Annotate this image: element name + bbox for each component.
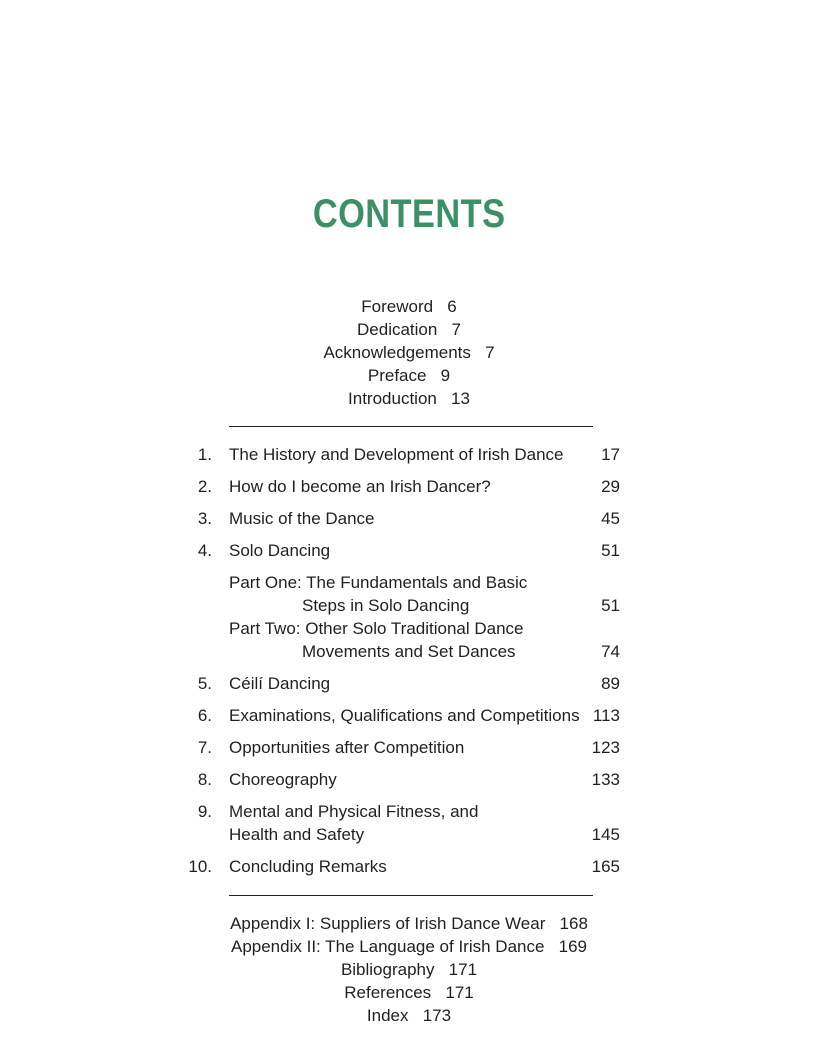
chapter-page: 113: [592, 706, 620, 725]
chapter-page: 29: [601, 477, 620, 496]
divider-bottom: [229, 895, 593, 896]
entry-label: Bibliography: [340, 960, 435, 979]
chapter-number: 6.: [197, 706, 212, 725]
chapter-page: 133: [591, 770, 620, 789]
chapter-page: 165: [591, 857, 620, 876]
chapter-page: 89: [601, 674, 620, 693]
page-title: CONTENTS: [312, 192, 506, 236]
chapter-number: 3.: [197, 509, 212, 528]
chapter-page: 17: [601, 445, 620, 464]
subentry-line1: Part One: The Fundamentals and Basic: [229, 573, 528, 592]
toc-entry-acknowledgements[interactable]: [0, 341, 818, 364]
chapter-number: 7.: [197, 738, 212, 757]
chapter-title: Music of the Dance: [229, 509, 375, 528]
subentry-page: 74: [601, 642, 620, 661]
chapter-page: 145: [591, 825, 620, 844]
entry-label: Acknowledgements: [323, 343, 471, 362]
chapter-title: How do I become an Irish Dancer?: [229, 477, 491, 496]
chapter-title: Céilí Dancing: [229, 674, 331, 693]
toc-entry-index[interactable]: [0, 1004, 818, 1027]
entry-page: 169: [558, 937, 587, 956]
chapter-number: 1.: [197, 445, 212, 464]
entry-page: 171: [448, 960, 478, 979]
toc-entry-bibliography[interactable]: [0, 958, 818, 981]
chapter-number: 10.: [188, 857, 212, 876]
entry-page: 171: [445, 983, 474, 1002]
chapter-page: 45: [601, 509, 620, 528]
divider-top: [229, 426, 593, 427]
chapter-title: Concluding Remarks: [229, 857, 387, 876]
chapter-title: Examinations, Qualifications and Competitions: [229, 706, 580, 725]
toc-entry-appendix-2[interactable]: [0, 935, 818, 958]
chapter-number: 2.: [197, 477, 212, 496]
entry-label: Index: [366, 1006, 409, 1025]
chapter-title: Choreography: [229, 770, 337, 789]
entry-label: References: [344, 983, 432, 1002]
toc-entry-references[interactable]: [0, 981, 818, 1004]
toc-entry-introduction[interactable]: [0, 387, 818, 410]
entry-page: 9: [440, 366, 451, 385]
chapter-title: Opportunities after Competition: [229, 738, 465, 757]
entry-label: Appendix I: Suppliers of Irish Dance Wear: [230, 914, 546, 933]
entry-page: 7: [485, 343, 495, 362]
entry-label: Preface: [367, 366, 427, 385]
chapter-number: 4.: [197, 541, 212, 560]
entry-page: 168: [559, 914, 588, 933]
chapter-number: 5.: [197, 674, 212, 693]
toc-entry-appendix-1[interactable]: [0, 912, 818, 935]
entry-label: Dedication: [357, 320, 438, 339]
toc-entry-dedication[interactable]: [0, 318, 818, 341]
subentry-line2: Steps in Solo Dancing: [302, 596, 470, 615]
chapter-title-line1: Mental and Physical Fitness, and: [229, 802, 479, 821]
entry-label: Appendix II: The Language of Irish Dance: [230, 937, 545, 956]
entry-label: Foreword: [361, 297, 434, 316]
chapter-title-line2: Health and Safety: [229, 825, 365, 844]
subentry-line1: Part Two: Other Solo Traditional Dance: [229, 619, 524, 638]
toc-entry-preface[interactable]: [0, 364, 818, 387]
chapter-title: Solo Dancing: [229, 541, 331, 560]
chapter-page: 123: [591, 738, 620, 757]
chapter-page: 51: [601, 541, 620, 560]
toc-entry-foreword[interactable]: [0, 295, 818, 318]
chapter-number: 8.: [197, 770, 212, 789]
entry-label: Introduction: [348, 389, 437, 408]
entry-page: 6: [447, 297, 457, 316]
chapter-title: The History and Development of Irish Dance: [229, 445, 564, 464]
entry-page: 173: [422, 1006, 452, 1025]
entry-page: 7: [451, 320, 461, 339]
chapter-number: 9.: [197, 802, 212, 821]
entry-page: 13: [451, 389, 470, 408]
subentry-page: 51: [601, 596, 620, 615]
subentry-line2: Movements and Set Dances: [302, 642, 516, 661]
